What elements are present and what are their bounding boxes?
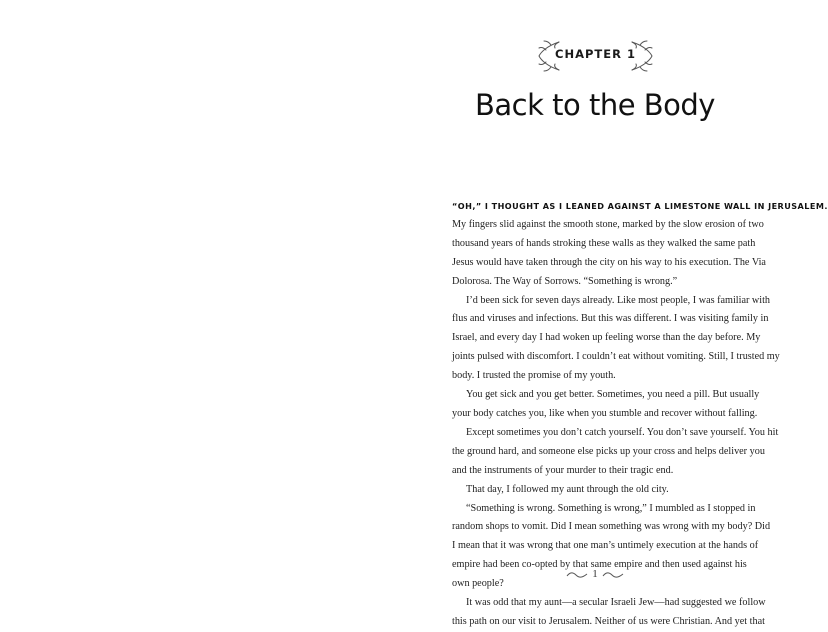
chapter-title: Back to the Body <box>475 88 715 122</box>
body-line: thousand years of hands stroking these walls as they walked the same path <box>452 237 756 249</box>
opening-line: “OH,” I THOUGHT AS I LEANED AGAINST A LIMESTONE WALL IN JERUSALEM. <box>452 201 828 211</box>
wave-flourish-right-icon <box>602 571 624 579</box>
body-line: Jesus would have taken through the city on his way to his execution. The Via <box>452 256 766 268</box>
body-line: random shops to vomit. Did I mean something was wrong with my body? Did <box>452 521 771 533</box>
body-line: own people? <box>452 578 504 590</box>
body-line: I’d been sick for seven days already. Like most people, I was familiar with <box>466 294 771 306</box>
body-line: flus and viruses and infections. But this was different. I was visiting family in <box>452 313 769 325</box>
body-line: your body catches you, like when you stumble and recover without falling. <box>452 407 758 419</box>
body-line: the ground hard, and someone else picks up your cross and helps deliver you <box>452 445 765 457</box>
body-line: and the instruments of your murder to their tragic end. <box>452 464 674 476</box>
body-line: this path on our visit to Jerusalem. Neither of us were Christian. And yet that <box>452 615 765 627</box>
page-number-folio <box>560 568 630 582</box>
body-line: My fingers slid against the smooth stone, marked by the slow erosion of two <box>452 218 764 230</box>
left-page-blank <box>0 0 400 599</box>
body-line: Dolorosa. The Way of Sorrows. “Something is wrong.” <box>452 275 678 287</box>
body-line: You get sick and you get better. Sometimes, you need a pill. But usually <box>466 389 760 401</box>
body-line: Israel, and every day I had woken up feeling worse than the day before. My <box>452 332 761 344</box>
body-line: body. I trusted the promise of my youth. <box>452 370 616 382</box>
body-line: “Something is wrong. Something is wrong,” I mumbled as I stopped in <box>466 502 756 514</box>
chapter-body-text <box>452 197 828 632</box>
chapter-label: CHAPTER 1 <box>555 47 636 61</box>
body-line: joints pulsed with discomfort. I couldn’t eat without vomiting. Still, I trusted my <box>452 351 780 363</box>
body-line: Except sometimes you don’t catch yourself. You don’t save yourself. You hit <box>466 426 779 438</box>
body-line: I mean that it was wrong that one man’s untimely execution at the hands of <box>452 540 759 552</box>
body-line: That day, I followed my aunt through the old city. <box>466 483 669 495</box>
page-number: 1 <box>592 568 598 580</box>
body-line: empire had been co-opted by that same empire and then used against his <box>452 559 747 571</box>
chapter-heading-ornament <box>537 38 654 74</box>
body-line: It was odd that my aunt—a secular Israeli Jew—had suggested we follow <box>466 597 766 609</box>
